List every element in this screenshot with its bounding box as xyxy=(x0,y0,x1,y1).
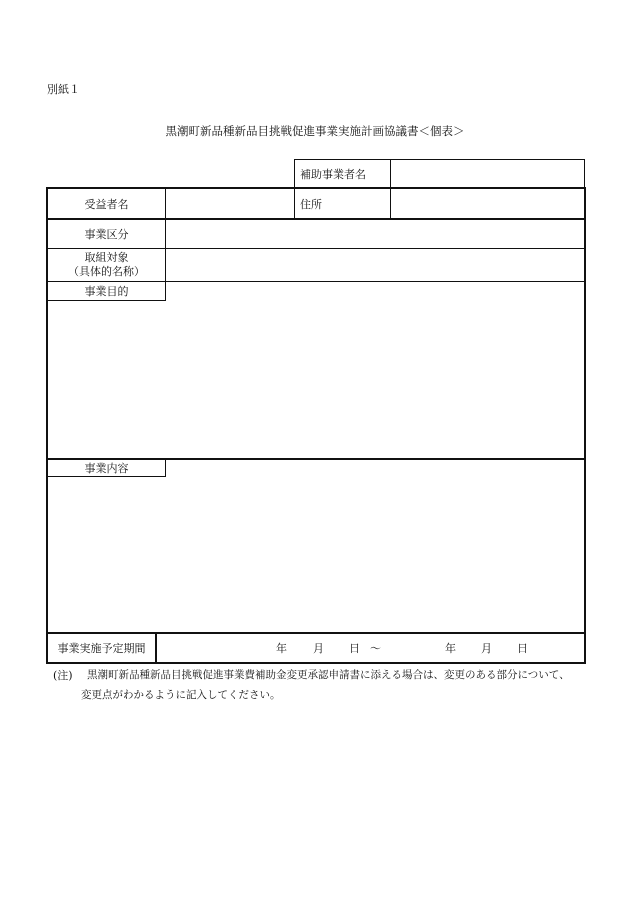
target-field[interactable] xyxy=(167,250,582,280)
period-end-month[interactable]: 月 xyxy=(481,642,492,655)
table-border xyxy=(390,159,391,219)
period-label: 事業実施予定期間 xyxy=(57,642,146,655)
table-border xyxy=(294,159,585,160)
table-border xyxy=(46,632,585,634)
attachment-label: 別紙１ xyxy=(47,83,80,96)
period-start-month[interactable]: 月 xyxy=(313,642,324,655)
table-border xyxy=(165,188,166,218)
table-border xyxy=(584,187,586,663)
address-field[interactable] xyxy=(392,190,582,217)
content-label: 事業内容 xyxy=(84,462,129,475)
target-label-line1: 取組対象 xyxy=(84,251,129,264)
note-marker: (注) xyxy=(53,669,73,682)
period-separator: ～ xyxy=(370,642,381,655)
category-label: 事業区分 xyxy=(84,228,129,241)
content-field[interactable] xyxy=(50,479,580,630)
address-label: 住所 xyxy=(300,198,322,211)
category-field[interactable] xyxy=(167,220,582,247)
purpose-label: 事業目的 xyxy=(84,285,129,298)
period-end-year[interactable]: 年 xyxy=(445,642,456,655)
period-start-day[interactable]: 日 xyxy=(349,642,360,655)
operator-field[interactable] xyxy=(392,161,582,187)
target-label-line2: （具体的名称） xyxy=(68,265,145,278)
beneficiary-label: 受益者名 xyxy=(84,198,129,211)
table-border xyxy=(165,219,166,281)
note-line-2: 変更点がわかるように記入してください。 xyxy=(81,689,281,701)
period-end-day[interactable]: 日 xyxy=(517,642,528,655)
beneficiary-field[interactable] xyxy=(167,190,293,217)
operator-label: 補助事業者名 xyxy=(300,168,366,181)
purpose-field[interactable] xyxy=(50,303,580,457)
period-start-year[interactable]: 年 xyxy=(276,642,287,655)
page-title: 黒潮町新品種新品目挑戦促進事業実施計画協議書＜個表＞ xyxy=(165,124,465,138)
table-border xyxy=(46,662,586,664)
table-border xyxy=(46,248,585,249)
table-border xyxy=(155,633,157,663)
note-line-1: 黒潮町新品種新品目挑戦促進事業費補助金変更承認申請書に添える場合は、変更のある部分について、 xyxy=(87,669,570,681)
table-border xyxy=(46,187,585,189)
table-border xyxy=(294,159,295,219)
